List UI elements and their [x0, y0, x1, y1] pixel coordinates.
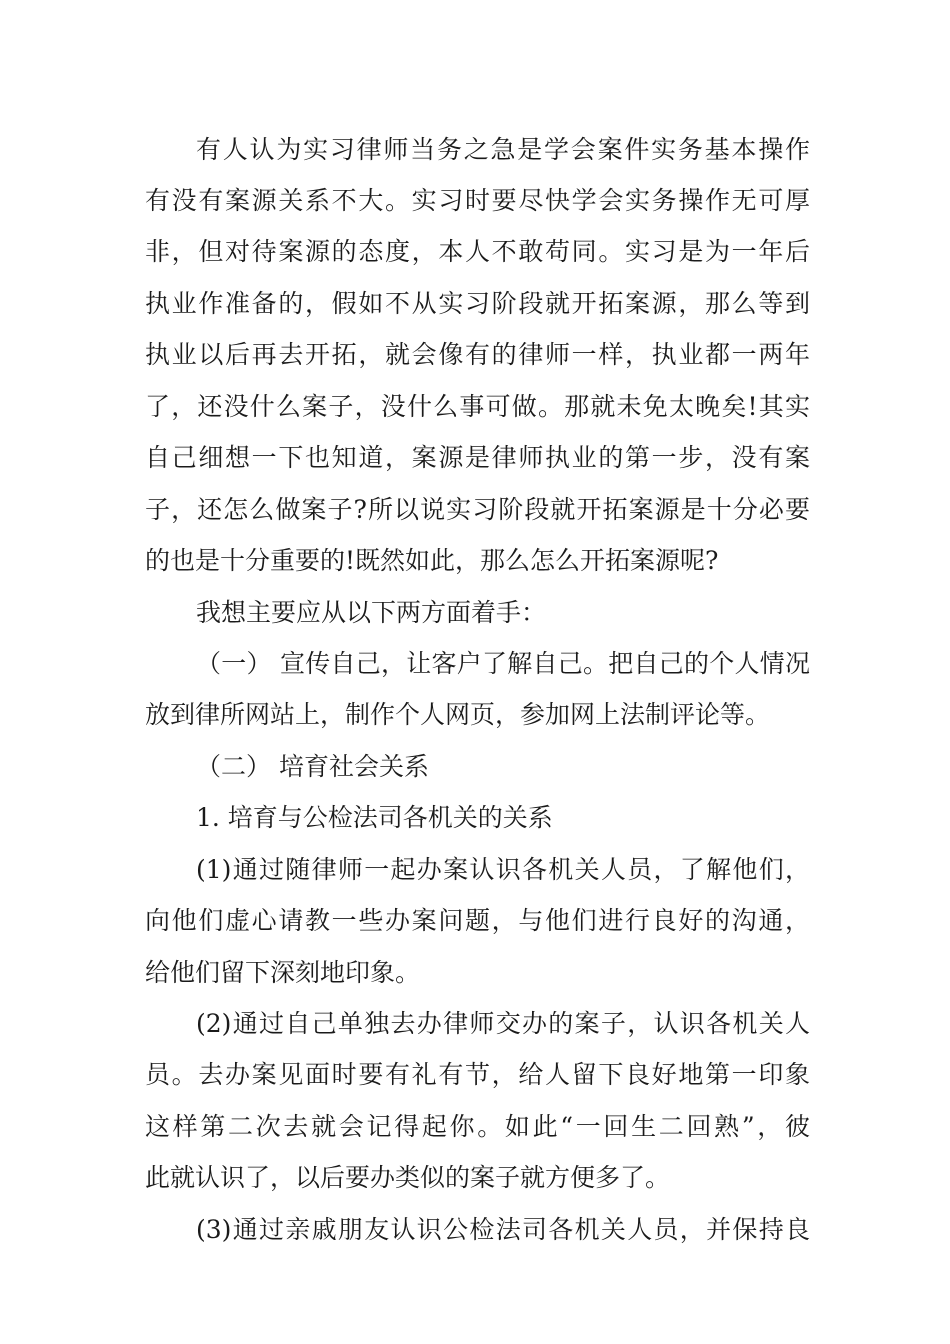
- item-1-line-1: (1)通过随律师一起办案认识各机关人员，了解他们，: [196, 855, 810, 884]
- paragraph-1-line-3: 非，但对待案源的态度，本人不敢苟同。实习是为一年后: [145, 237, 810, 266]
- paragraph-1-line-9: 的也是十分重要的!既然如此，那么怎么开拓案源呢?: [145, 546, 719, 575]
- paragraph-1-line-5: 执业以后再去开拓，就会像有的律师一样，执业都一两年: [145, 340, 810, 369]
- item-2-line-4: 此就认识了，以后要办类似的案子就方便多了。: [145, 1163, 671, 1192]
- paragraph-1-line-8: 子，还怎么做案子?所以说实习阶段就开拓案源是十分必要: [145, 495, 810, 524]
- paragraph-1-line-4: 执业作准备的，假如不从实习阶段就开拓案源，那么等到: [145, 289, 810, 318]
- item-2-line-1: (2)通过自己单独去办律师交办的案子，认识各机关人: [196, 1009, 810, 1038]
- section-1-line-1: （一） 宣传自己，让客户了解自己。把自己的个人情况: [196, 649, 810, 678]
- paragraph-2-line-1: 我想主要应从以下两方面着手：: [196, 598, 547, 627]
- item-2-line-2: 员。去办案见面时要有礼有节，给人留下良好地第一印象: [145, 1060, 810, 1089]
- paragraph-1-line-6: 了，还没什么案子，没什么事可做。那就未免太晚矣!其实: [145, 392, 810, 421]
- section-2-heading: （二） 培育社会关系: [196, 752, 429, 781]
- paragraph-1-line-7: 自己细想一下也知道，案源是律师执业的第一步，没有案: [145, 443, 810, 472]
- section-1-line-2: 放到律所网站上，制作个人网页，参加网上法制评论等。: [145, 700, 771, 729]
- item-1-line-3: 给他们留下深刻地印象。: [145, 958, 421, 987]
- subsection-1-heading: 1. 培育与公检法司各机关的关系: [196, 803, 553, 832]
- item-1-line-2: 向他们虚心请教一些办案问题，与他们进行良好的沟通，: [145, 906, 810, 935]
- paragraph-1-line-1: 有人认为实习律师当务之急是学会案件实务基本操作: [196, 135, 810, 164]
- item-2-line-3: 这样第二次去就会记得起你。如此“一回生二回熟”，彼: [145, 1112, 810, 1141]
- paragraph-1-line-2: 有没有案源关系不大。实习时要尽快学会实务操作无可厚: [145, 186, 810, 215]
- item-3-line-1: (3)通过亲戚朋友认识公检法司各机关人员，并保持良: [196, 1215, 810, 1244]
